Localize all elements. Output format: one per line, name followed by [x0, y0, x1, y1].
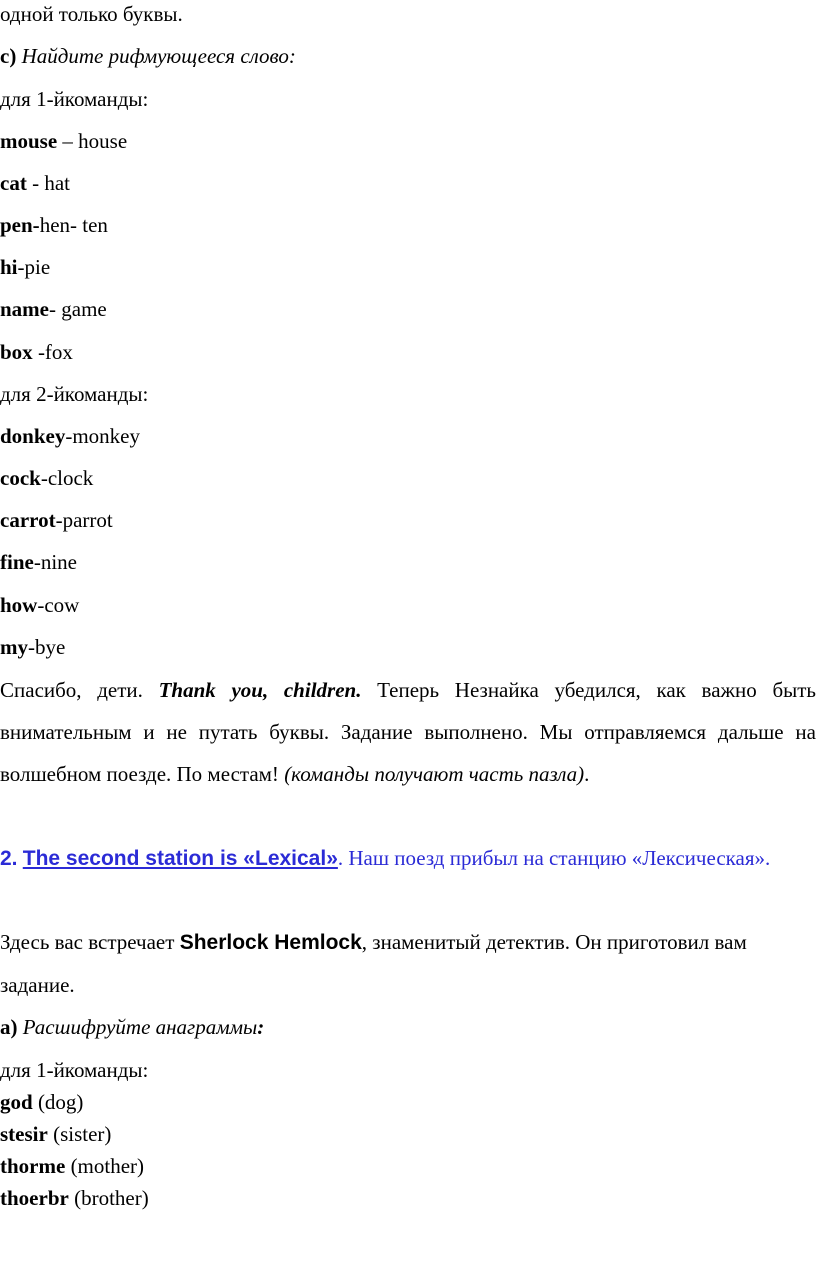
rhyme-row: cat - hat — [0, 171, 70, 195]
anagram-row: god (dog) — [0, 1090, 84, 1114]
team1-label: для 1-йкоманды: — [0, 87, 149, 111]
rhyme-row: mouse – house — [0, 129, 128, 153]
section-c-marker: c) — [0, 44, 17, 68]
rhyme-row: hi-pie — [0, 255, 51, 279]
team-note: (команды получают часть пазла) — [284, 762, 585, 786]
section-a-heading: a) Расшифруйте анаграммы: — [0, 1015, 265, 1039]
station-text: . Наш поезд прибыл на станцию «Лексическая». — [337, 846, 771, 870]
station-heading — [0, 837, 816, 880]
anagram-row: stesir (sister) — [0, 1122, 112, 1146]
rhyme-row: fine-nine — [0, 550, 77, 574]
rhyme-row: cock-clock — [0, 466, 94, 490]
rhyme-row: carrot-parrot — [0, 508, 113, 532]
section-c-heading — [0, 46, 296, 67]
rhyme-row: box -fox — [0, 340, 73, 364]
rhyme-row: how-cow — [0, 593, 80, 617]
anagram-row: thorme (mother) — [0, 1154, 145, 1178]
section-c-instruction: Найдите рифмующееся слово: — [21, 44, 296, 68]
section-a-instruction: Расшифруйте анаграммы — [22, 1015, 258, 1039]
station-number: 2. — [0, 847, 18, 870]
team2-label: для 2-йкоманды: — [0, 382, 149, 406]
sherlock-paragraph: Здесь вас встречает Sherlock Hemlock, знаменитый детектив. Он приготовил вам задание. — [0, 930, 747, 997]
rhyme-row: pen-hen- ten — [0, 213, 108, 237]
section-a-marker: a) — [0, 1015, 18, 1039]
station-title: The second station is «Lexical» — [22, 847, 338, 870]
rhyme-row: name- game — [0, 297, 107, 321]
rhyme-row: donkey-monkey — [0, 424, 141, 448]
english-thanks: Thank you, children. — [158, 678, 362, 702]
team1-label-2: для 1-йкоманды: — [0, 1058, 149, 1082]
sherlock-name: Sherlock Hemlock — [179, 931, 362, 954]
thanks-paragraph: Спасибо, дети. Thank you, children. Теперь Незнайка убедился, как важно быть внимательным и не путать буквы. Задание выполнено. Мы отправляемся дальше на волшебном поезде. По местам! (команды получают часть пазла). — [0, 678, 816, 786]
rhyme-row: my-bye — [0, 635, 66, 659]
anagram-row: thoerbr (brother) — [0, 1186, 149, 1210]
top-fragment: одной только буквы. — [0, 2, 183, 26]
